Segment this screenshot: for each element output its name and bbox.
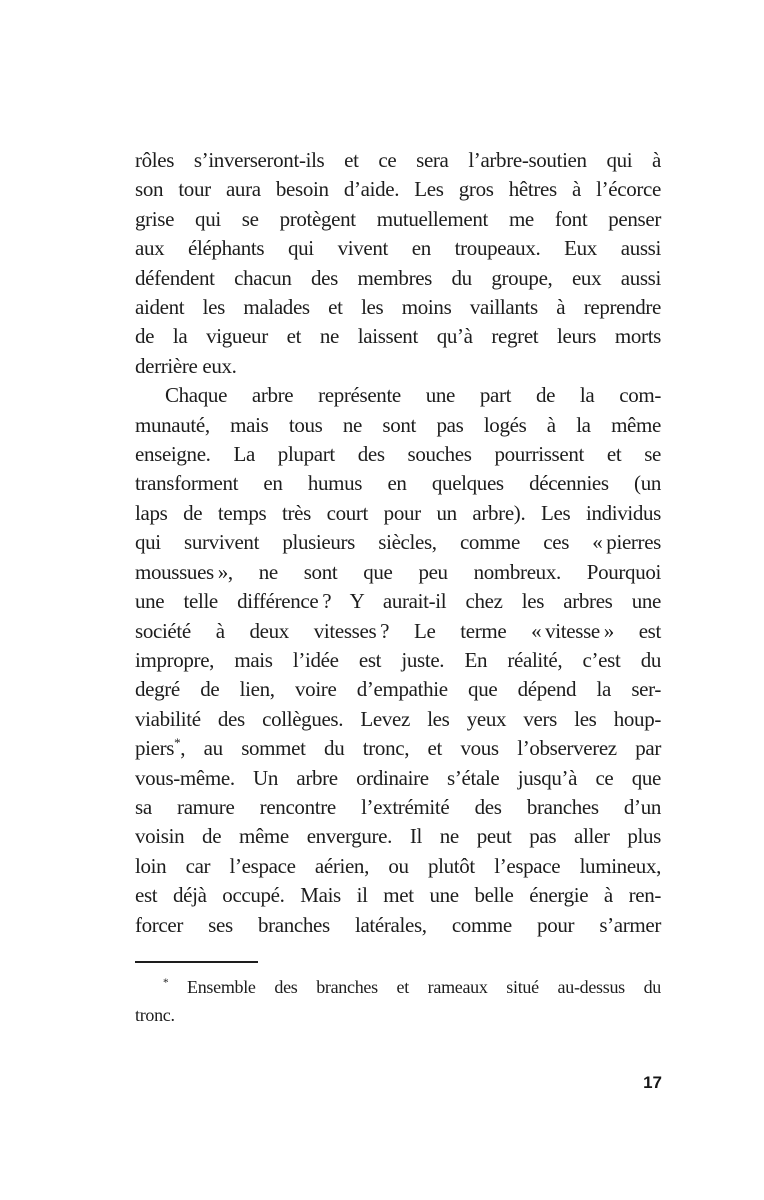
text-line: défendent chacun des membres du groupe, eux aussi [135, 265, 661, 290]
footnote-marker: * [163, 977, 169, 989]
text-line: grise qui se protègent mutuellement me font penser [135, 206, 661, 231]
text-line: qui survivent plusieurs siècles, comme ces « pierres [135, 530, 661, 555]
text-line: munauté, mais tous ne sont pas logés à la même [135, 412, 661, 437]
body-text [135, 146, 661, 940]
text-line: impropre, mais l’idée est juste. En réalité, c’est du [135, 647, 661, 672]
text-line: Chaque arbre représente une part de la com- [165, 383, 661, 408]
footnote-text [135, 973, 661, 1029]
text-line: aux éléphants qui vivent en troupeaux. Eux aussi [135, 236, 661, 261]
page-number: 17 [643, 1073, 662, 1092]
text-line: une telle différence ? Y aurait-il chez les arbres une [135, 589, 661, 614]
text-line: vous-même. Un arbre ordinaire s’étale jusqu’à ce que [135, 765, 661, 790]
footnote-marker: * [174, 735, 181, 751]
text-line: moussues », ne sont que peu nombreux. Pourquoi [135, 559, 661, 584]
footnote [135, 961, 661, 1029]
text-line: aident les malades et les moins vaillants à reprendre [135, 295, 661, 320]
footnote-divider [135, 961, 258, 963]
text-line: société à deux vitesses ? Le terme « vitesse » est [135, 618, 661, 643]
text-line: * Ensemble des branches et rameaux situé au-dessus du [163, 977, 661, 997]
text-line: enseigne. La plupart des souches pourrissent et se [135, 442, 661, 467]
text-line: piers*, au sommet du tronc, et vous l’observerez par [135, 735, 661, 761]
text-line: sa ramure rencontre l’extrémité des branches d’un [135, 794, 661, 819]
text-line: laps de temps très court pour un arbre). Les individus [135, 500, 661, 525]
text-line: voisin de même envergure. Il ne peut pas aller plus [135, 824, 661, 849]
text-line: degré de lien, voire d’empathie que dépend la ser- [135, 677, 661, 702]
text-line: est déjà occupé. Mais il met une belle énergie à ren- [135, 883, 661, 908]
text-line: derrière eux. [135, 353, 237, 378]
text-line: rôles s’inverseront-ils et ce sera l’arbre-soutien qui à [135, 148, 661, 172]
text-line: tronc. [135, 1005, 175, 1025]
text-line: loin car l’espace aérien, ou plutôt l’espace lumineux, [135, 853, 661, 878]
text-line: de la vigueur et ne laissent qu’à regret leurs morts [135, 324, 661, 349]
text-line: transforment en humus en quelques décennies (un [135, 471, 661, 496]
text-line: viabilité des collègues. Levez les yeux vers les houp- [135, 706, 661, 731]
text-line: forcer ses branches latérales, comme pour s’armer [135, 912, 661, 937]
text-line: son tour aura besoin d’aide. Les gros hêtres à l’écorce [135, 177, 661, 202]
